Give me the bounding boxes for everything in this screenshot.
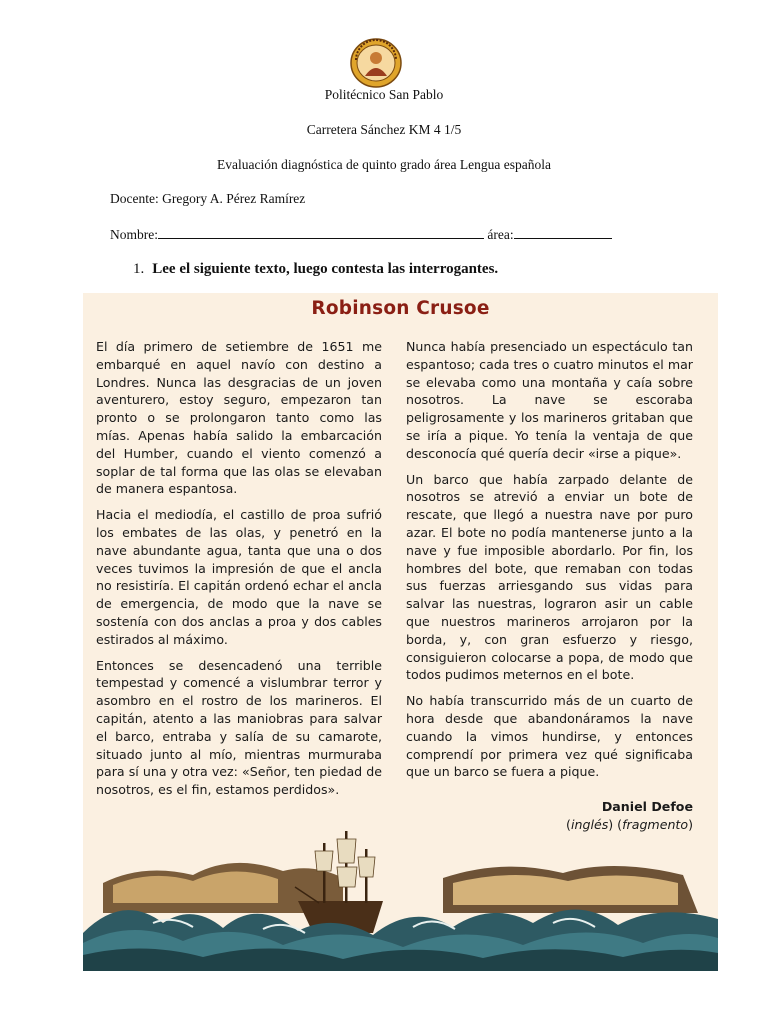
story-paragraph: Entonces se desencadenó una terrible tempestad y comencé a vislumbrar terror y asombro en el rostro de los marineros. El capitán, atento a las maniobras para salvar el barco, entraba y salía de su camarote, situado junto al mío, mientras murmuraba para sí una y otra vez: «Señor, ten piedad de nosotros, es el fin, estamos perdidos». — [96, 657, 382, 798]
instruction-text: Lee el siguiente texto, luego contesta las interrogantes. — [152, 261, 499, 277]
source-language: inglés — [570, 817, 609, 832]
ship-storm-illustration — [83, 823, 718, 971]
school-name: Politécnico San Pablo — [324, 87, 444, 102]
name-field[interactable] — [158, 228, 484, 239]
source-type: fragmento — [622, 817, 689, 832]
author-name: Daniel Defoe — [601, 799, 693, 814]
instruction — [133, 261, 498, 278]
instruction-number: 1. — [133, 261, 145, 277]
story-left-column — [96, 338, 382, 807]
student-info-row — [110, 227, 612, 243]
reading-panel — [83, 293, 718, 971]
name-label: Nombre: — [110, 227, 158, 242]
evaluation-title: Evaluación diagnóstica de quinto grado área Lengua española — [217, 157, 551, 172]
area-field[interactable] — [514, 228, 612, 239]
story-paragraph: Un barco que había zarpado delante de nosotros se atrevió a enviar un bote de rescate, que llegó a nuestra nave por puro azar. El bote no podía mantenerse junto a la nave y fue imposible abordarlo. Por fin, los hombres del bote, que remaban con todas sus fuerzas arriesgando sus vidas para salvar las nuestras, lograron asir un cable que nuestros marineros arrojaron por la borda, y, con gran esfuerzo y riesgo, consiguieron colocarse a popa, de modo que todos pudimos meternos en el bote. — [406, 471, 693, 683]
school-address: Carretera Sánchez KM 4 1/5 — [306, 122, 462, 137]
story-paragraph: Hacia el mediodía, el castillo de proa sufrió los embates de las olas, y penetró en la nave abundante agua, tanta que una o dos veces tuvimos la impresión de que el ancla no resistiría. El capitán ordenó echar el ancla de emergencia, de modo que la nave se sostenía con dos anclas a proa y dos cables estirados al máximo. — [96, 507, 382, 647]
story-paragraph: Nunca había presenciado un espectáculo tan espantoso; cada tres o cuatro minutos el mar se elevaba como una montaña y caía sobre nosotros. La nave se escoraba peligrosamente y los marineros gritaban que se iría a pique. Yo tenía la ventaja de que desconocía qué quería decir «irse a pique». — [406, 339, 693, 461]
story-paragraph: El día primero de setiembre de 1651 me embarqué en aquel navío con destino a Londres. Nunca las desgracias de un joven aventurero, estoy seguro, empezaron tan pronto o se prolongaron tanto como las mías. Apenas había salido la embarcación del Humber, cuando el viento comenzó a soplar de tal forma que las olas se elevaban de manera espantosa. — [96, 339, 382, 497]
area-label: área: — [487, 227, 514, 242]
teacher-name: Docente: Gregory A. Pérez Ramírez — [110, 191, 306, 206]
story-paragraph: No había transcurrido más de un cuarto de hora desde que abandonáramos la nave cuando la vimos hundirse, y entonces comprendí por primera vez qué significaba que un barco se fuera a pique. — [406, 693, 693, 780]
story-title: Robinson Crusoe — [311, 298, 490, 319]
school-seal-icon — [350, 38, 402, 88]
source-note: (inglés) (fragmento) — [566, 817, 693, 832]
story-right-column — [406, 338, 693, 789]
